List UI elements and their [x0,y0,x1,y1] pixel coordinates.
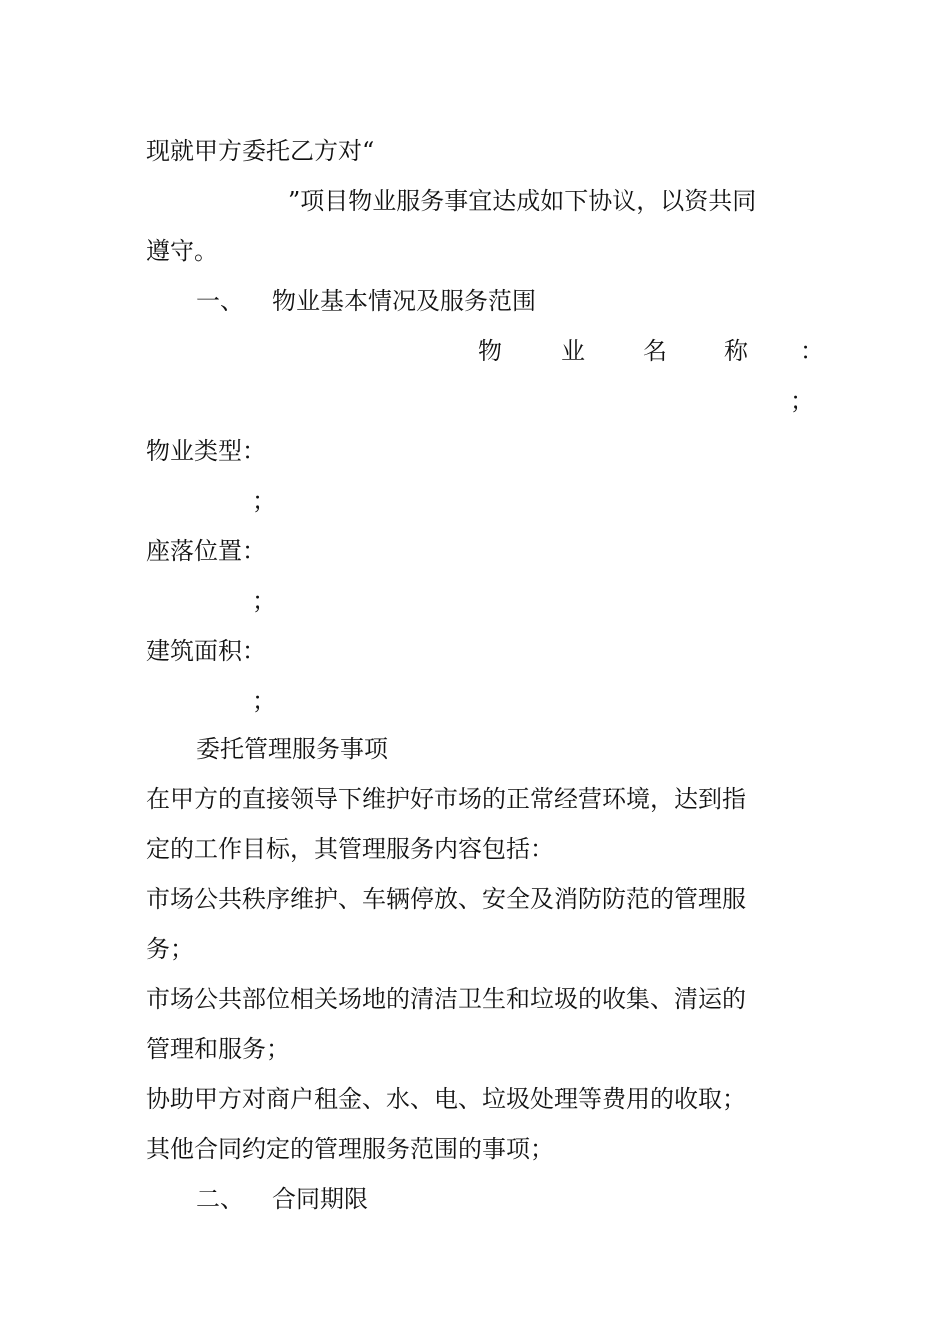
property-name-char-1: 物 [478,337,502,365]
paragraph-1-line-1: 在甲方的直接领导下维护好市场的正常经营环境，达到指 [146,785,746,813]
intro-line-2: ”项目物业服务事宜达成如下协议，以资共同 [288,187,757,215]
entrusted-services-title: 委托管理服务事项 [196,735,388,763]
property-name-char-2: 业 [561,337,585,365]
building-area-label: 建筑面积： [146,637,266,665]
item-1-line-2: 务； [146,935,194,963]
section-1-number: 一、 [196,287,244,315]
section-1-title: 物业基本情况及服务范围 [272,287,536,315]
intro-line-3: 遵守。 [146,237,218,265]
item-3: 协助甲方对商户租金、水、电、垃圾处理等费用的收取； [146,1085,746,1113]
section-2-number: 二、 [196,1185,244,1213]
building-area-end: ； [252,687,276,715]
property-name-char-3: 名 [643,337,667,365]
location-label: 座落位置： [146,537,266,565]
paragraph-1-line-2: 定的工作目标，其管理服务内容包括： [146,835,554,863]
item-4: 其他合同约定的管理服务范围的事项； [146,1135,554,1163]
property-name-end: ； [790,387,814,415]
property-name-char-4: 称 [724,337,748,365]
item-1-line-1: 市场公共秩序维护、车辆停放、安全及消防防范的管理服 [146,885,746,913]
property-type-label: 物业类型： [146,437,266,465]
property-type-end: ； [252,487,276,515]
item-2-line-1: 市场公共部位相关场地的清洁卫生和垃圾的收集、清运的 [146,985,746,1013]
location-end: ； [252,587,276,615]
item-2-line-2: 管理和服务； [146,1035,290,1063]
intro-line-1: 现就甲方委托乙方对“ [146,137,375,165]
property-name-colon: ： [800,337,824,365]
section-2-title: 合同期限 [272,1185,368,1213]
